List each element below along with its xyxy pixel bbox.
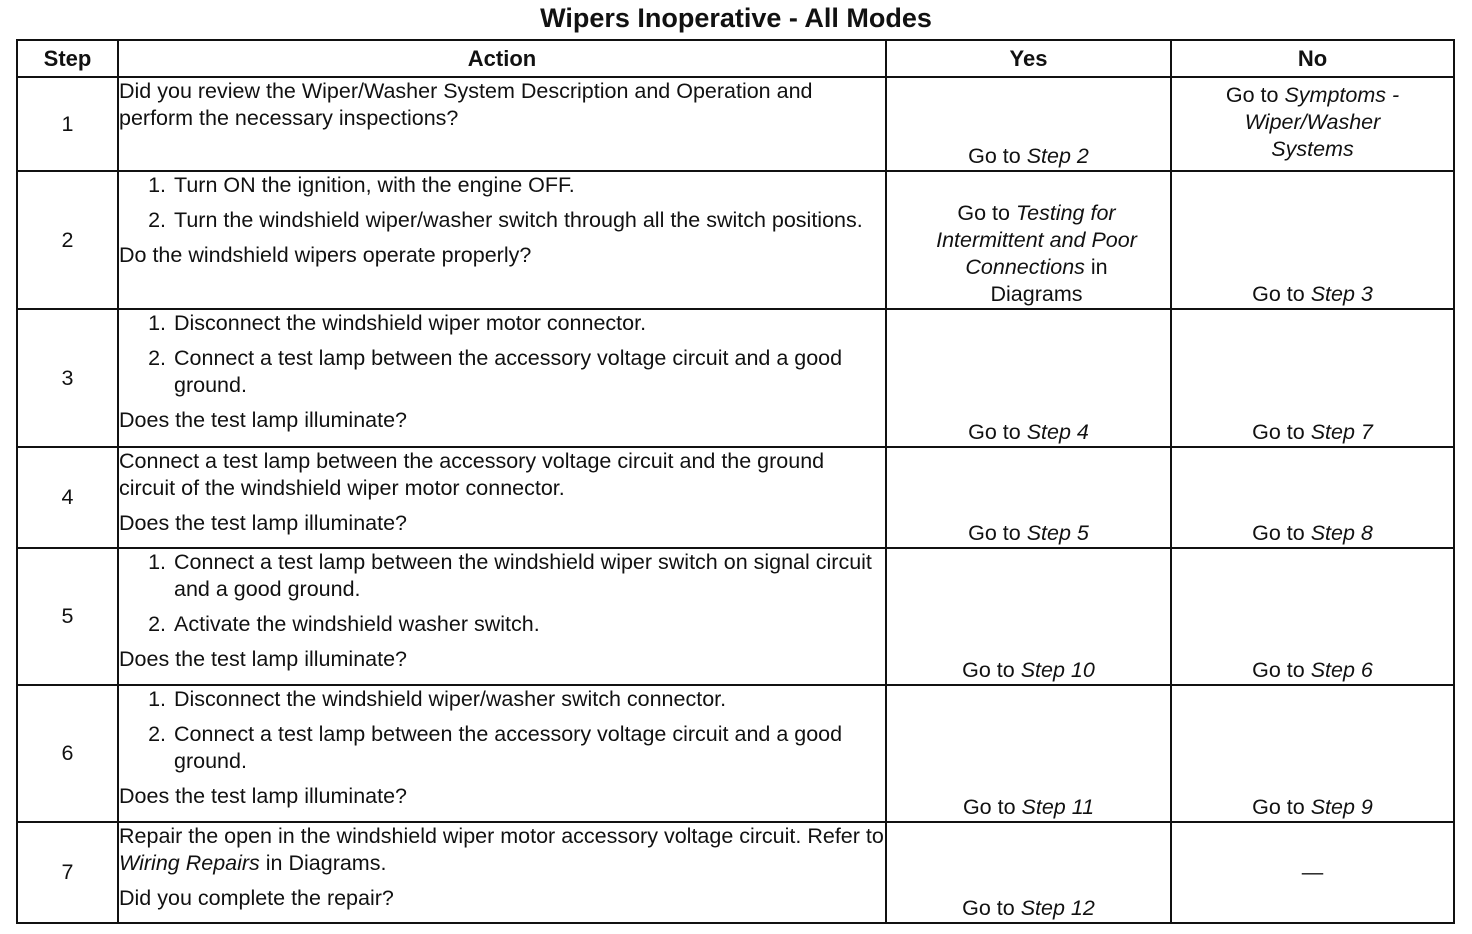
yes-cell <box>886 309 1171 447</box>
yes-prefix: Go to <box>962 658 1021 682</box>
action-reference: Wiring Repairs <box>119 851 260 875</box>
step-number: 7 <box>17 822 118 923</box>
substep-item <box>119 172 885 199</box>
action-text: Did you review the Wiper/Washer System Description and Operation and perform the necessary inspections? <box>119 79 813 130</box>
action-cell <box>118 447 886 548</box>
action-cell <box>118 548 886 685</box>
yes-prefix: Go to <box>962 896 1021 920</box>
action-question: Did you complete the repair? <box>119 886 394 910</box>
action-cell <box>118 171 886 309</box>
no-prefix: Go to <box>1252 658 1311 682</box>
header-action: Action <box>118 40 886 77</box>
action-text-suffix: in Diagrams. <box>259 851 387 875</box>
action-cell <box>118 309 886 447</box>
yes-prefix: Go to <box>968 144 1027 168</box>
substep-list <box>119 686 885 775</box>
action-cell <box>118 822 886 923</box>
yes-prefix: Go to <box>962 795 1022 819</box>
substep-number: 1. <box>148 687 166 711</box>
substep-list <box>119 172 885 234</box>
yes-reference: Step 11 <box>1021 795 1095 819</box>
substep-text: Connect a test lamp between the accessory voltage circuit and a good ground. <box>174 722 843 773</box>
yes-cell <box>886 548 1171 685</box>
no-reference: Step 7 <box>1310 420 1373 444</box>
yes-prefix: Go to <box>968 521 1027 545</box>
yes-cell <box>886 447 1171 548</box>
yes-prefix: Go to <box>968 420 1027 444</box>
no-prefix: Go to <box>1252 420 1311 444</box>
yes-cell <box>886 77 1171 171</box>
substep-number: 1. <box>148 311 166 335</box>
action-text <box>119 823 885 877</box>
substep-number: 2. <box>148 722 166 746</box>
no-prefix: Go to <box>1225 83 1285 107</box>
yes-cell <box>886 171 1171 309</box>
substep-text: Turn the windshield wiper/washer switch through all the switch positions. <box>174 208 863 232</box>
substep-list <box>119 549 885 638</box>
yes-reference: Step 2 <box>1026 144 1089 168</box>
no-reference: Symptoms - Wiper/Washer Systems <box>1244 83 1400 161</box>
header-no: No <box>1171 40 1454 77</box>
no-prefix: Go to <box>1252 282 1311 306</box>
table-row <box>17 77 1454 171</box>
substep-item <box>119 345 885 399</box>
table-row <box>17 447 1454 548</box>
no-prefix: Go to <box>1252 521 1311 545</box>
step-number: 4 <box>17 447 118 548</box>
no-cell <box>1171 77 1454 171</box>
substep-number: 2. <box>148 612 166 636</box>
step-number: 1 <box>17 77 118 171</box>
no-reference: Step 9 <box>1310 795 1373 819</box>
yes-reference: Step 5 <box>1026 521 1089 545</box>
step-number: 5 <box>17 548 118 685</box>
yes-cell <box>886 822 1171 923</box>
substep-item <box>119 721 885 775</box>
substep-text: Connect a test lamp between the accessory voltage circuit and a good ground. <box>174 346 843 397</box>
action-cell <box>118 77 886 171</box>
step-number: 6 <box>17 685 118 822</box>
substep-item <box>119 310 885 337</box>
no-cell <box>1171 685 1454 822</box>
yes-reference: Step 12 <box>1020 896 1095 920</box>
no-cell <box>1171 309 1454 447</box>
table-row <box>17 548 1454 685</box>
yes-suffix: in Diagrams <box>990 255 1108 306</box>
table-row <box>17 309 1454 447</box>
step-number: 3 <box>17 309 118 447</box>
no-cell <box>1171 822 1454 923</box>
substep-text: Activate the windshield washer switch. <box>174 612 540 636</box>
action-question: Does the test lamp illuminate? <box>119 511 408 535</box>
substep-item <box>119 611 885 638</box>
no-cell <box>1171 171 1454 309</box>
substep-list <box>119 310 885 399</box>
substep-item <box>119 207 885 234</box>
no-reference: Step 6 <box>1310 658 1373 682</box>
diagnostic-table <box>16 39 1455 924</box>
header-row <box>17 40 1454 77</box>
yes-reference: Testing for Intermittent and Poor Connections <box>936 201 1137 279</box>
header-step: Step <box>17 40 118 77</box>
action-cell <box>118 685 886 822</box>
substep-text: Disconnect the windshield wiper motor connector. <box>174 311 647 335</box>
table-row <box>17 171 1454 309</box>
header-yes: Yes <box>886 40 1171 77</box>
no-reference: Step 8 <box>1310 521 1373 545</box>
action-question: Does the test lamp illuminate? <box>119 647 408 671</box>
substep-item <box>119 549 885 603</box>
yes-cell <box>886 685 1171 822</box>
no-reference: Step 3 <box>1310 282 1373 306</box>
no-prefix: Go to <box>1252 795 1311 819</box>
yes-prefix: Go to <box>957 201 1016 225</box>
substep-number: 2. <box>148 208 166 232</box>
substep-text: Disconnect the windshield wiper/washer switch connector. <box>174 687 727 711</box>
substep-number: 2. <box>148 346 166 370</box>
action-text: Connect a test lamp between the accessory voltage circuit and the ground circuit of the windshield wiper motor connector. <box>119 449 825 500</box>
table-row <box>17 685 1454 822</box>
page-title: Wipers Inoperative - All Modes <box>540 3 932 33</box>
yes-reference: Step 4 <box>1026 420 1089 444</box>
step-number: 2 <box>17 171 118 309</box>
action-question: Does the test lamp illuminate? <box>119 784 408 808</box>
substep-number: 1. <box>148 550 166 574</box>
no-cell <box>1171 548 1454 685</box>
action-question: Does the test lamp illuminate? <box>119 408 408 432</box>
no-dash: — <box>1301 860 1324 884</box>
no-cell <box>1171 447 1454 548</box>
substep-number: 1. <box>148 173 166 197</box>
substep-item <box>119 686 885 713</box>
substep-text: Turn ON the ignition, with the engine OFF. <box>174 173 575 197</box>
action-question: Do the windshield wipers operate properly? <box>119 243 532 267</box>
action-text-prefix: Repair the open in the windshield wiper motor accessory voltage circuit. Refer to <box>119 824 884 848</box>
table-row <box>17 822 1454 923</box>
yes-reference: Step 10 <box>1020 658 1095 682</box>
substep-text: Connect a test lamp between the windshield wiper switch on signal circuit and a good ground. <box>174 550 872 601</box>
